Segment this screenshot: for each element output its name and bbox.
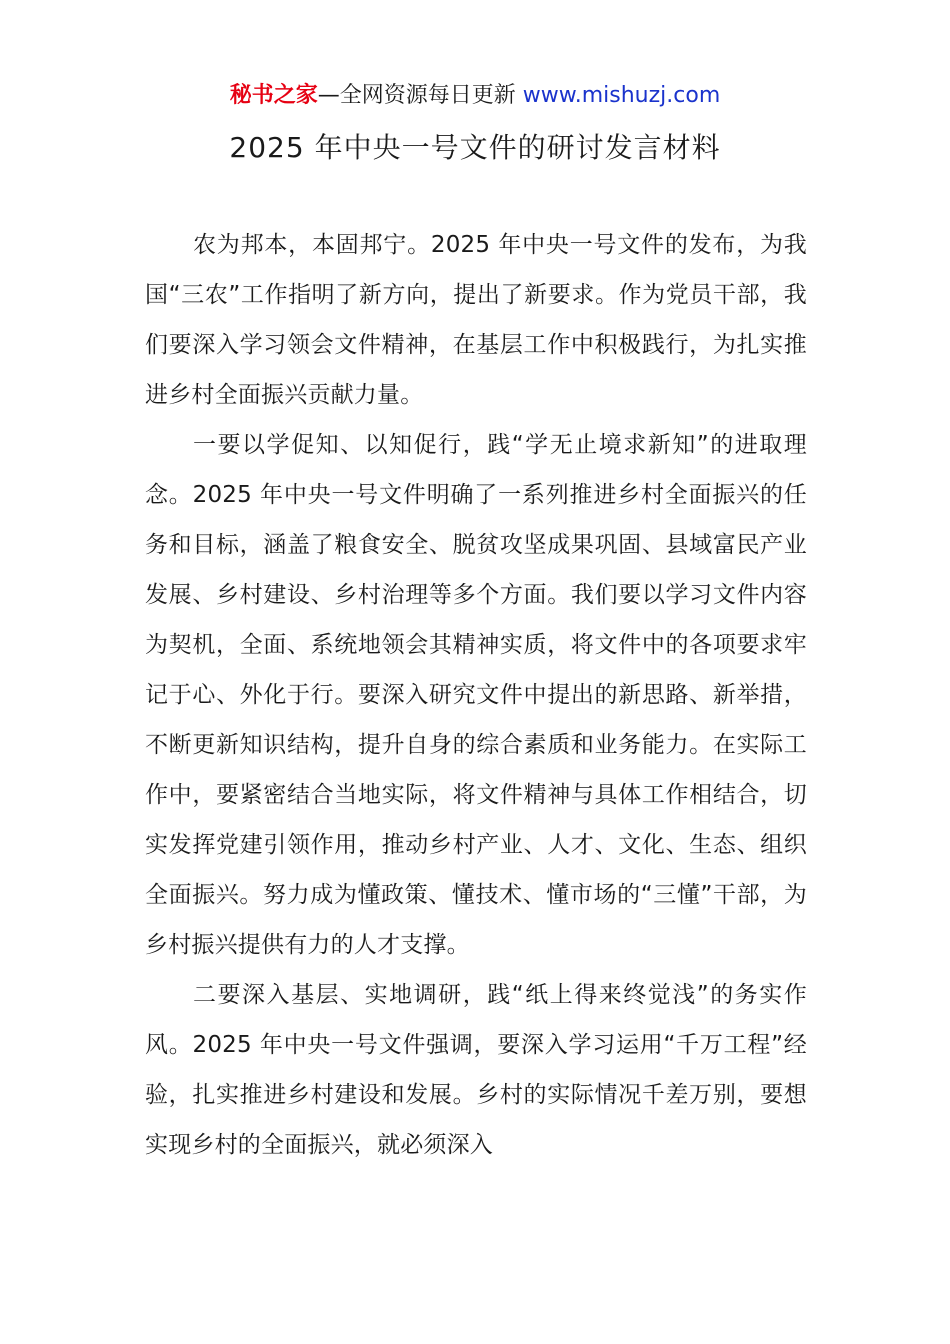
document-body: [145, 220, 807, 1170]
document-title: 2025 年中央一号文件的研讨发言材料: [229, 131, 721, 164]
paragraph-point-two: 二要深入基层、实地调研，践“纸上得来终觉浅”的务实作风。2025 年中央一号文件强调，要深入学习运用“千万工程”经验，扎实推进乡村建设和发展。乡村的实际情况千差万别，要想实现乡村的全面振兴，就必须深入: [145, 982, 807, 1158]
site-header: [0, 80, 950, 112]
paragraph-intro: 农为邦本，本固邦宁。2025 年中央一号文件的发布，为我国“三农”工作指明了新方向，提出了新要求。作为党员干部，我们要深入学习领会文件精神，在基层工作中积极践行，为扎实推进乡村全面振兴贡献力量。: [145, 232, 807, 408]
site-tagline: —全网资源每日更新: [317, 83, 523, 108]
site-brand: 秘书之家: [229, 83, 318, 108]
paragraph-point-one: 一要以学促知、以知促行，践“学无止境求新知”的进取理念。2025 年中央一号文件明确了一系列推进乡村全面振兴的任务和目标，涵盖了粮食安全、脱贫攻坚成果巩固、县域富民产业发展、乡村建设、乡村治理等多个方面。我们要以学习文件内容为契机，全面、系统地领会其精神实质，将文件中的各项要求牢记于心、外化于行。要深入研究文件中提出的新思路、新举措，不断更新知识结构，提升自身的综合素质和业务能力。在实际工作中，要紧密结合当地实际，将文件精神与具体工作相结合，切实发挥党建引领作用，推动乡村产业、人才、文化、生态、组织全面振兴。努力成为懂政策、懂技术、懂市场的“三懂”干部，为乡村振兴提供有力的人才支撑。: [145, 432, 807, 958]
site-url-link[interactable]: www.mishuzj.com: [522, 83, 721, 108]
